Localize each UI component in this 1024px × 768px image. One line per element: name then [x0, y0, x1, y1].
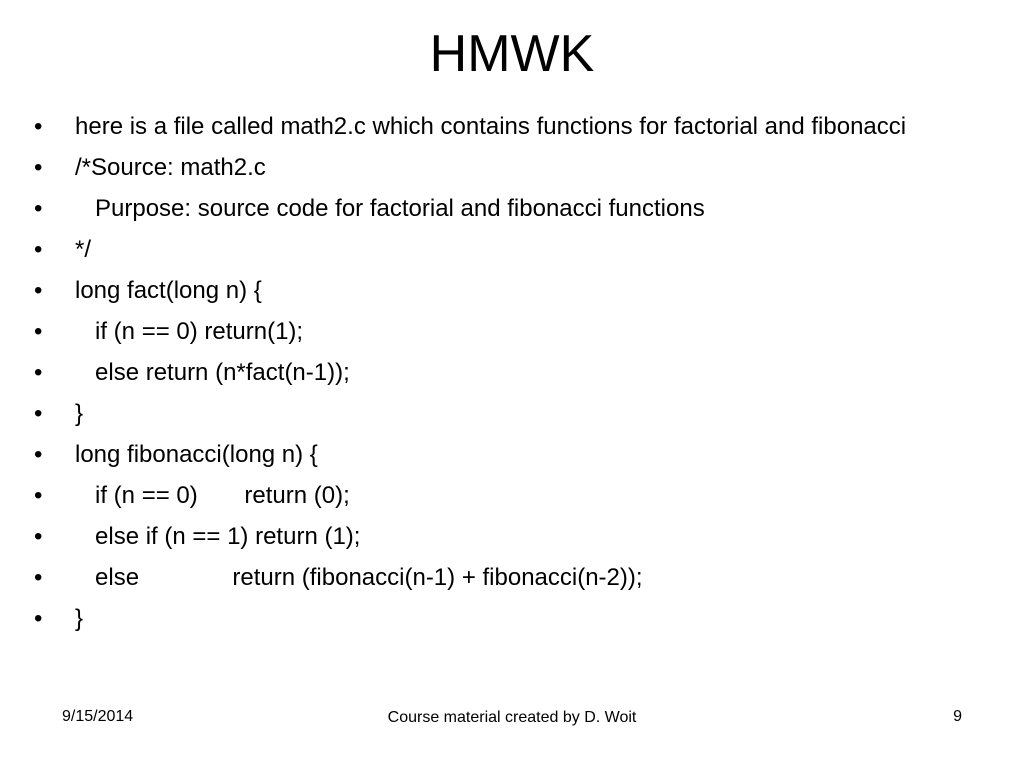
bullet-dot: •: [34, 236, 43, 263]
bullet-dot: •: [34, 359, 43, 386]
bullet-item: [34, 110, 964, 143]
bullet-item: [34, 192, 964, 225]
bullet-text: long fibonacci(long n) {: [75, 441, 318, 468]
bullet-dot: •: [34, 400, 43, 427]
bullet-item: [34, 315, 964, 348]
bullet-item: [34, 602, 964, 635]
bullet-list: [34, 110, 964, 643]
bullet-text: /*Source: math2.c: [75, 154, 266, 181]
footer-date: 9/15/2014: [62, 708, 134, 725]
bullet-dot: •: [34, 195, 43, 222]
bullet-dot: •: [34, 523, 43, 550]
bullet-item: [34, 151, 964, 184]
bullet-item: [34, 274, 964, 307]
bullet-text: if (n == 0) return(1);: [75, 318, 304, 345]
bullet-dot: •: [34, 482, 43, 509]
bullet-item: [34, 520, 964, 553]
bullet-text: }: [75, 400, 84, 427]
bullet-item: [34, 356, 964, 389]
bullet-text: here is a file called math2.c which contains functions for factorial and fibonacci: [75, 113, 907, 140]
footer-page-number: 9: [953, 708, 962, 725]
bullet-text: else if (n == 1) return (1);: [75, 523, 361, 550]
bullet-text: long fact(long n) {: [75, 277, 262, 304]
bullet-dot: •: [34, 277, 43, 304]
bullet-item: [34, 397, 964, 430]
slide-title: HMWK: [429, 25, 595, 83]
bullet-dot: •: [34, 318, 43, 345]
bullet-text: */: [75, 236, 92, 263]
bullet-dot: •: [34, 113, 43, 140]
bullet-item: [34, 479, 964, 512]
bullet-text: else return (n*fact(n-1));: [75, 359, 350, 386]
bullet-item: [34, 233, 964, 266]
bullet-text: Purpose: source code for factorial and fibonacci functions: [75, 195, 705, 222]
bullet-dot: •: [34, 441, 43, 468]
footer-credit: Course material created by D. Woit: [387, 709, 637, 726]
bullet-item: [34, 438, 964, 471]
bullet-text: if (n == 0) return (0);: [75, 482, 350, 509]
bullet-dot: •: [34, 564, 43, 591]
bullet-dot: •: [34, 154, 43, 181]
bullet-text: }: [75, 605, 84, 632]
bullet-text: else return (fibonacci(n-1) + fibonacci(n-2));: [75, 564, 643, 591]
bullet-item: [34, 561, 964, 594]
bullet-dot: •: [34, 605, 43, 632]
